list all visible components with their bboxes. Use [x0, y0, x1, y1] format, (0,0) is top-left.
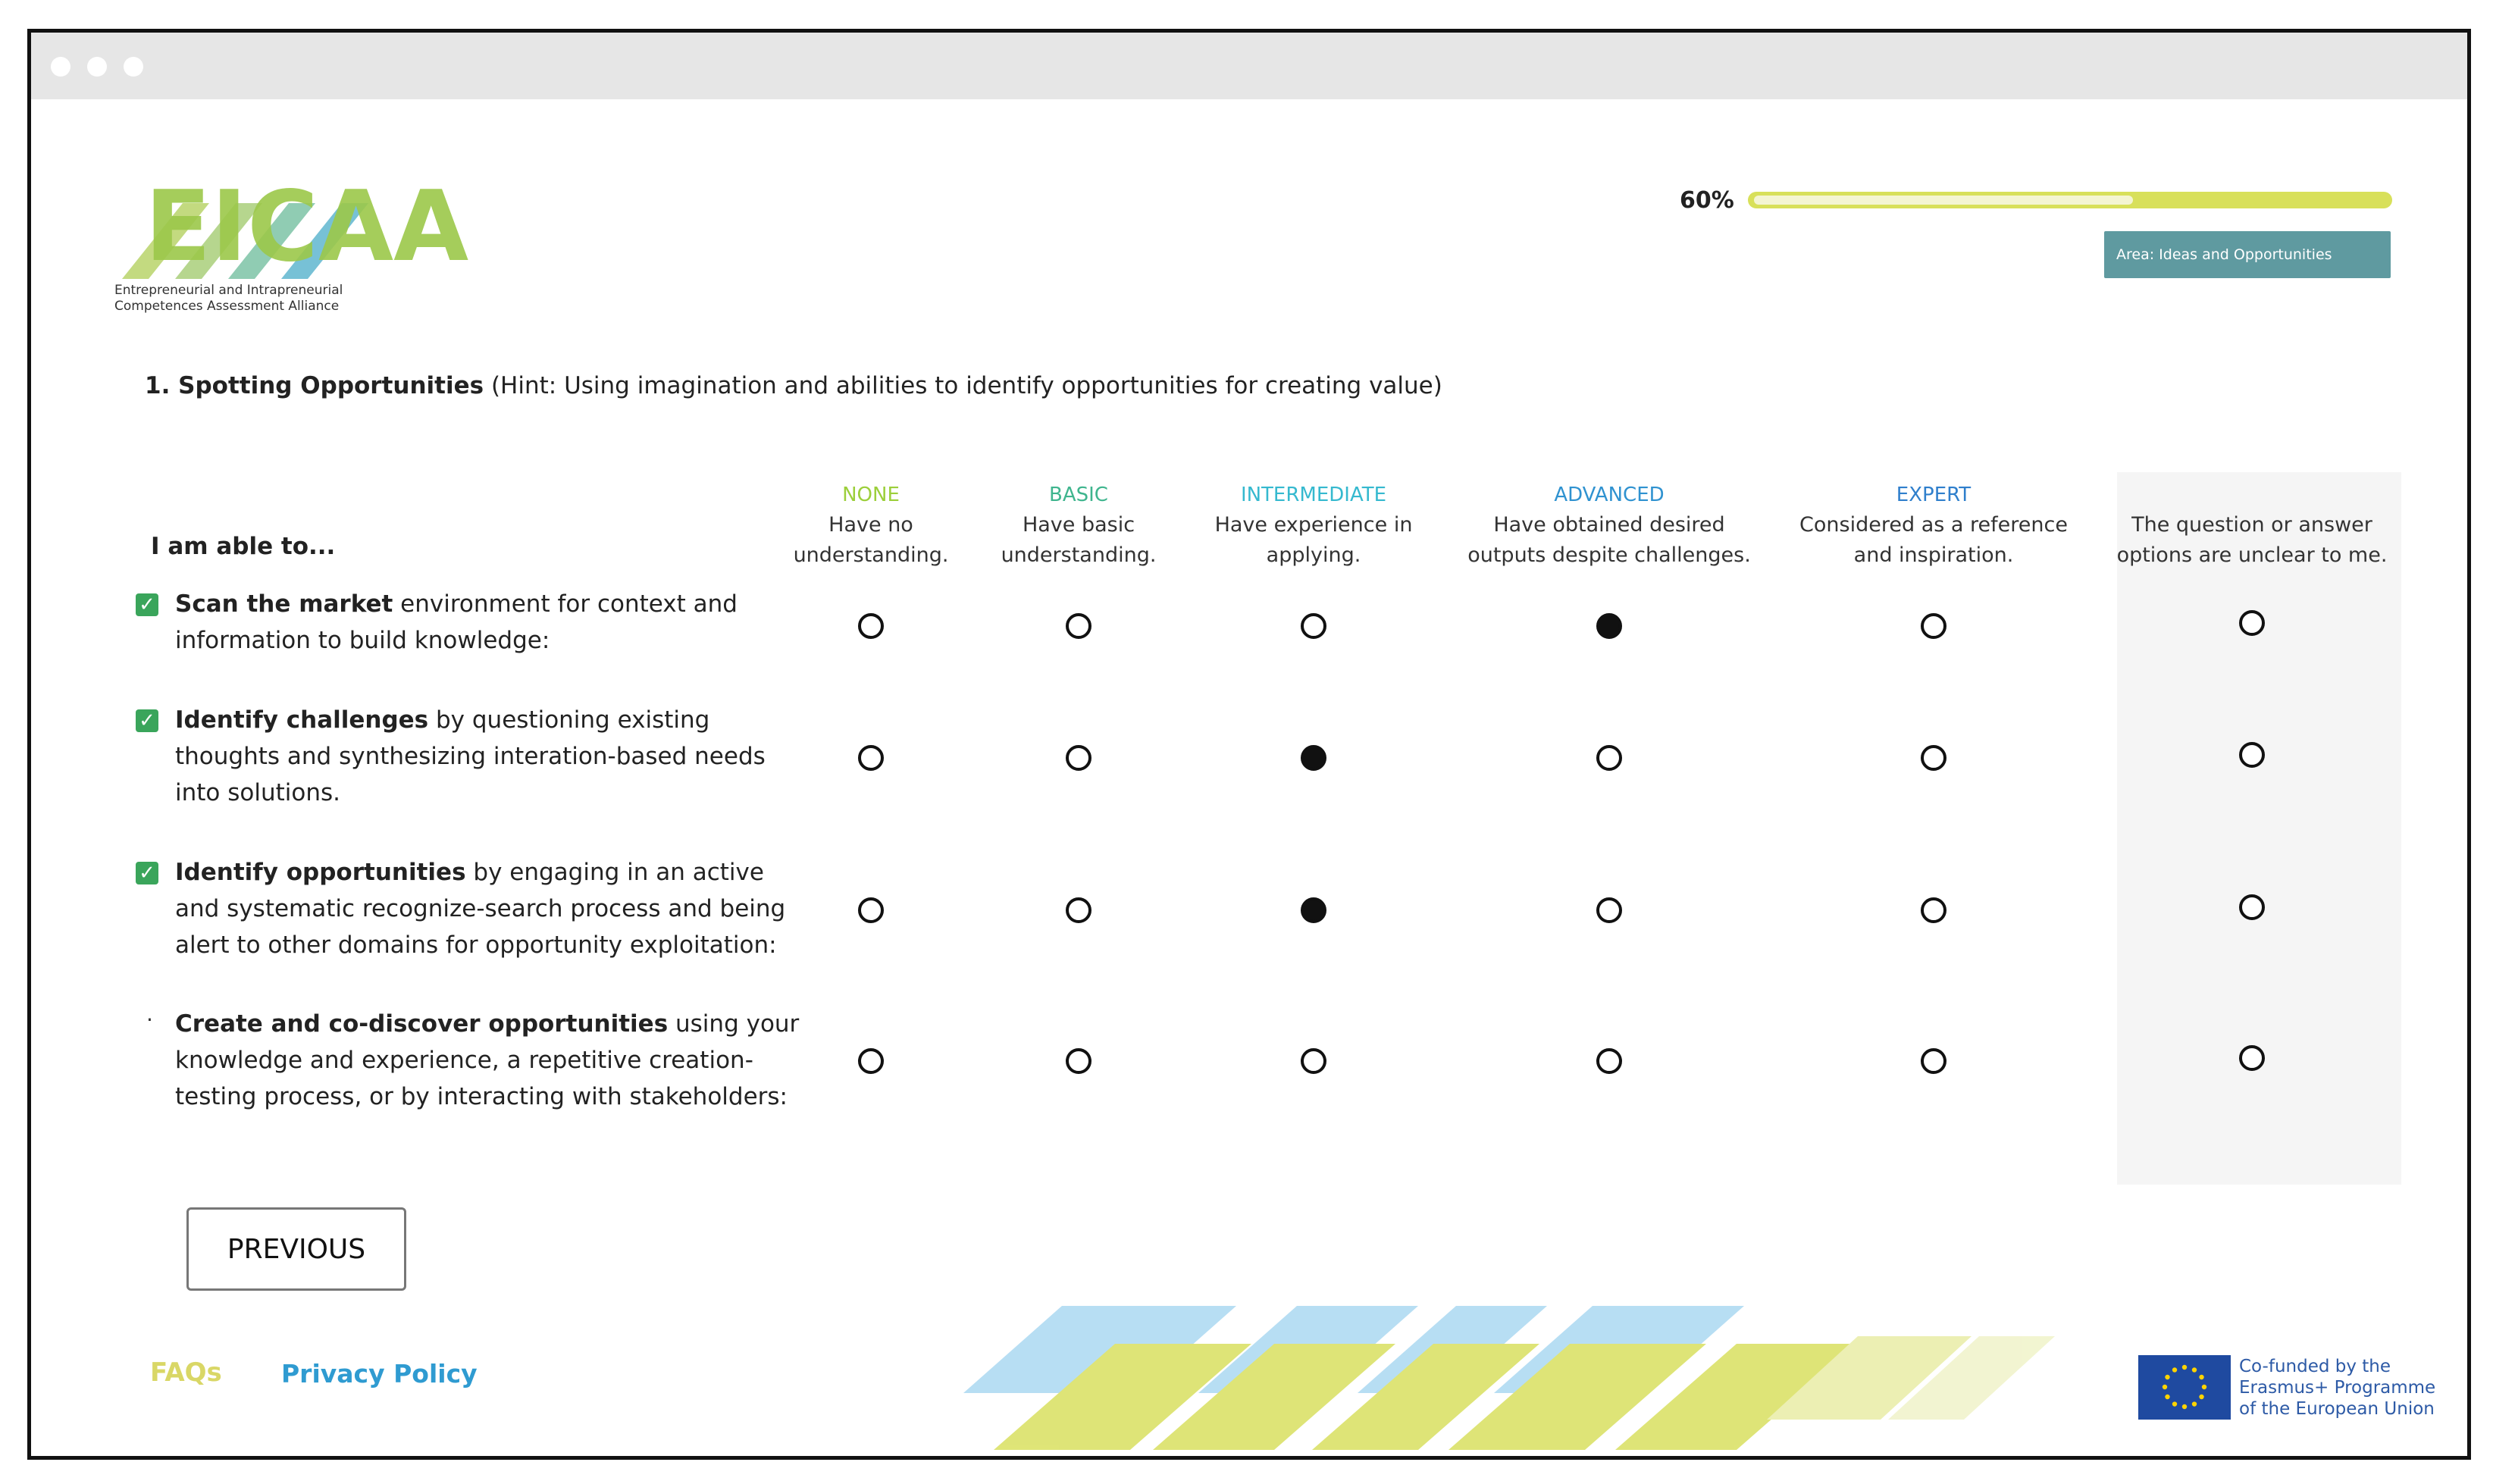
column-header [1799, 480, 2068, 571]
eu-star-icon [2192, 1367, 2197, 1372]
statement-text [175, 1006, 812, 1115]
statement-text [175, 702, 812, 811]
eu-star-icon [2182, 1365, 2187, 1370]
eicaa-logo [114, 158, 469, 332]
column-level-label: INTERMEDIATE [1240, 484, 1387, 506]
radio-button[interactable] [1066, 613, 1091, 639]
row-header-label: I am able to... [151, 533, 336, 560]
decorative-stripes-graphic [963, 1298, 2146, 1457]
radio-button[interactable] [1921, 897, 1946, 923]
area-badge: Area: Ideas and Opportunities [2104, 231, 2391, 278]
column-header [1215, 480, 1413, 571]
radio-button[interactable] [1066, 897, 1091, 923]
statement-rest: environment for context and information to build knowledge: [175, 590, 738, 654]
browser-window [27, 29, 2471, 1460]
column-description: Have no [828, 513, 913, 537]
radio-button[interactable] [858, 897, 884, 923]
eu-flag-icon [2138, 1355, 2231, 1420]
column-header [794, 480, 949, 571]
radio-button[interactable] [858, 1048, 884, 1074]
column-header [2117, 510, 2388, 571]
column-header [1001, 480, 1157, 571]
eu-stars-icon [2138, 1355, 2231, 1420]
radio-button[interactable] [2239, 1045, 2265, 1071]
radio-button-selected[interactable] [1301, 745, 1326, 771]
progress-bar [1748, 192, 2392, 208]
column-description: outputs despite challenges. [1467, 543, 1751, 567]
radio-button[interactable] [1596, 897, 1622, 923]
unsure-column-background [2117, 472, 2401, 1185]
eu-text-line3: of the European Union [2239, 1399, 2435, 1419]
checkmark-icon: ✓ [136, 593, 158, 616]
radio-button[interactable] [1596, 1048, 1622, 1074]
statement-rest: by engaging in an active and systematic recognize-search process and being alert to other domains for opportunity exploitation: [175, 859, 786, 959]
radio-button[interactable] [1596, 745, 1622, 771]
eu-star-icon [2165, 1395, 2169, 1399]
column-description: and inspiration. [1853, 543, 2014, 567]
column-level-label: BASIC [1049, 484, 1108, 506]
radio-button-selected[interactable] [1301, 897, 1326, 923]
radio-button[interactable] [1921, 745, 1946, 771]
eu-star-icon [2163, 1385, 2167, 1389]
radio-button-selected[interactable] [1596, 613, 1622, 639]
faqs-link[interactable]: FAQs [150, 1357, 222, 1388]
eu-star-icon [2199, 1375, 2203, 1379]
statement-rest: by questioning existing thoughts and synthesizing interation-based needs into solutions. [175, 706, 766, 806]
eu-star-icon [2199, 1395, 2203, 1399]
logo-subtitle-line2: Competences Assessment Alliance [114, 299, 340, 314]
window-dot-icon [87, 57, 107, 77]
radio-button[interactable] [1301, 1048, 1326, 1074]
column-description: understanding. [1001, 543, 1157, 567]
logo-text: EICAA [145, 171, 469, 283]
eu-star-icon [2202, 1385, 2206, 1389]
window-titlebar [31, 33, 2467, 99]
eu-text-line2: Erasmus+ Programme [2239, 1378, 2436, 1398]
radio-button[interactable] [858, 745, 884, 771]
statement-text [175, 854, 812, 963]
statement-rest: using your knowledge and experience, a repetitive creation-testing process, or by interacting with stakeholders: [175, 1010, 800, 1110]
progress-percent: 60% [1680, 187, 1734, 214]
radio-button[interactable] [1066, 745, 1091, 771]
statement-key-phrase: Create and co-discover opportunities [175, 1010, 669, 1038]
eu-star-icon [2172, 1367, 2177, 1372]
checkmark-icon: ✓ [136, 709, 158, 732]
radio-button[interactable] [1066, 1048, 1091, 1074]
statement-key-phrase: Identify challenges [175, 706, 429, 734]
column-description: Have basic [1022, 513, 1135, 537]
column-level-label: NONE [842, 484, 900, 506]
logo-subtitle-line1: Entrepreneurial and Intrapreneurial [114, 283, 343, 298]
radio-button[interactable] [1921, 613, 1946, 639]
column-description: Have obtained desired [1493, 513, 1725, 537]
eicaa-logo-graphic [114, 158, 469, 283]
column-level-label: ADVANCED [1554, 484, 1665, 506]
statement-key-phrase: Identify opportunities [175, 859, 466, 886]
column-description: understanding. [793, 543, 949, 567]
question-number-title: 1. Spotting Opportunities [145, 372, 484, 399]
question-title [145, 372, 1442, 399]
column-description: applying. [1266, 543, 1361, 567]
privacy-policy-link[interactable]: Privacy Policy [281, 1359, 478, 1389]
column-description: The question or answer [2131, 513, 2372, 537]
radio-button[interactable] [2239, 742, 2265, 768]
previous-button[interactable]: PREVIOUS [186, 1207, 406, 1291]
column-header [1467, 480, 1751, 571]
column-description: options are unclear to me. [2116, 543, 2388, 567]
checkmark-icon: ✓ [136, 862, 158, 884]
statement-key-phrase: Scan the market [175, 590, 393, 618]
bullet-icon: · [146, 1007, 153, 1032]
column-level-label: EXPERT [1896, 484, 1972, 506]
eu-star-icon [2192, 1401, 2197, 1406]
eu-star-icon [2165, 1375, 2169, 1379]
eu-cofunded-text [2239, 1356, 2435, 1420]
column-description: Considered as a reference [1799, 513, 2068, 537]
radio-button[interactable] [2239, 894, 2265, 920]
radio-button[interactable] [858, 613, 884, 639]
eu-star-icon [2182, 1404, 2187, 1409]
window-dot-icon [124, 57, 143, 77]
radio-button[interactable] [2239, 610, 2265, 636]
window-dot-icon [51, 57, 70, 77]
radio-button[interactable] [1301, 613, 1326, 639]
column-description: Have experience in [1214, 513, 1413, 537]
logo-subtitle [114, 283, 433, 315]
radio-button[interactable] [1921, 1048, 1946, 1074]
question-hint: (Hint: Using imagination and abilities to identify opportunities for creating value) [490, 372, 1442, 399]
eu-text-line1: Co-funded by the [2239, 1357, 2391, 1376]
progress-bar-fill [1754, 196, 2133, 205]
eu-star-icon [2172, 1401, 2177, 1406]
statement-text [175, 586, 812, 659]
